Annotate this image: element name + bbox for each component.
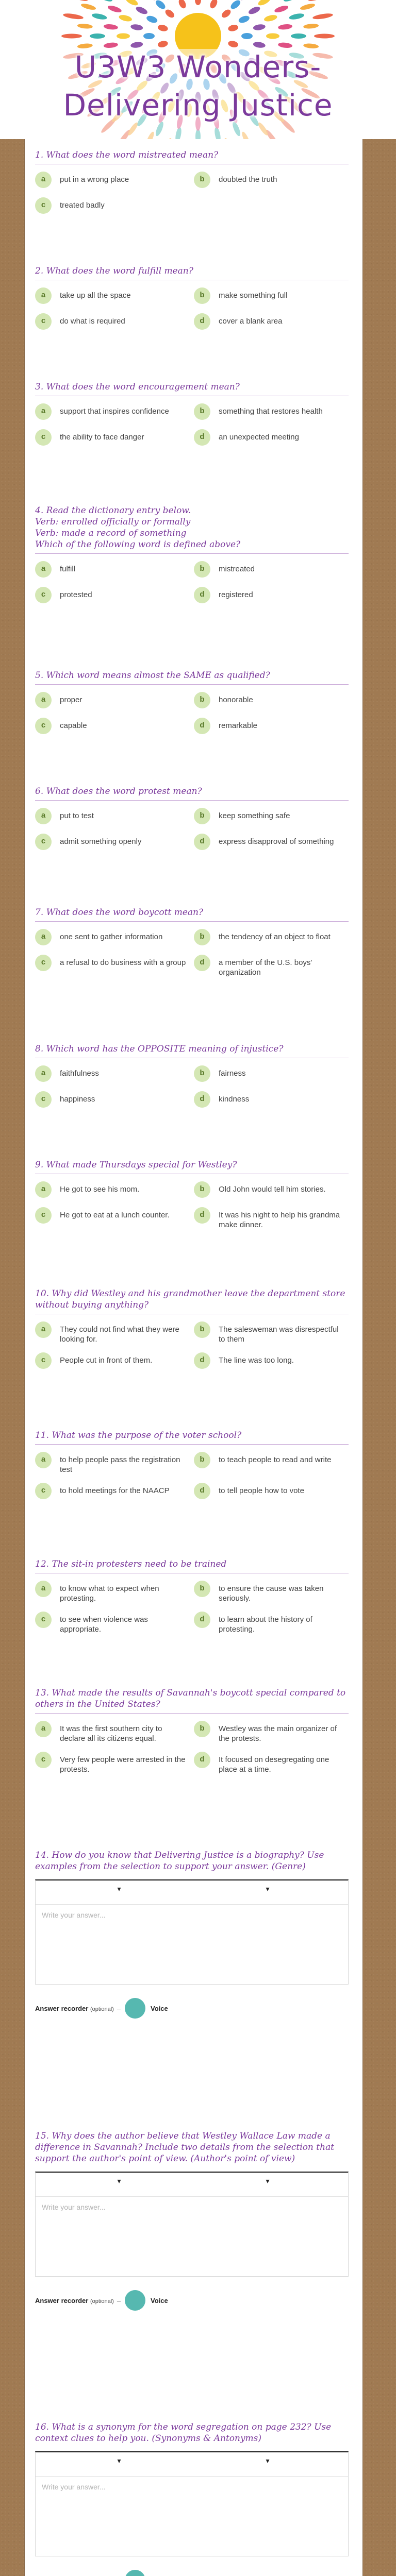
mandala-petal [90, 33, 105, 39]
header-banner [0, 0, 396, 139]
question-2 [35, 265, 349, 331]
option-letter: b [194, 929, 210, 945]
option-text: He got to eat at a lunch counter. [60, 1211, 170, 1219]
option-text: The line was too long. [219, 1356, 294, 1365]
option-text: doubted the truth [219, 175, 277, 184]
mandala-petal [257, 0, 271, 7]
option-letter: b [194, 808, 210, 824]
editor-toolbar [36, 2452, 348, 2477]
mandala-petal [314, 34, 335, 39]
mandala-petal [61, 34, 82, 39]
question-text: 14. How do you know that Delivering Justice is a biography? Use examples from the selection to support your answer. (Genre) [35, 1850, 324, 1872]
option-letter: c [35, 1612, 52, 1628]
option-letter: a [35, 1452, 52, 1468]
option-b[interactable] [194, 403, 349, 421]
question-9 [35, 1159, 349, 1230]
option-a[interactable] [35, 808, 194, 825]
option-b[interactable] [194, 692, 349, 709]
mandala-petal [229, 0, 242, 11]
option-a[interactable] [35, 172, 194, 189]
answer-recorder [35, 2570, 349, 2576]
answer-input[interactable] [36, 1905, 348, 1984]
option-d[interactable] [194, 1207, 349, 1230]
option-letter: d [194, 1352, 210, 1369]
editor-toolbar [36, 2173, 348, 2197]
option-text: to know what to expect when protesting. [60, 1584, 159, 1603]
mandala-petal [164, 8, 176, 19]
option-text: a member of the U.S. boys' organization [219, 958, 312, 977]
option-text: They could not find what they were looking for. [60, 1325, 179, 1344]
option-letter: a [35, 1721, 52, 1737]
option-letter: d [194, 1483, 210, 1499]
option-letter: c [35, 587, 52, 603]
option-letter: a [35, 403, 52, 420]
option-a[interactable] [35, 692, 194, 709]
option-letter: a [35, 929, 52, 945]
option-text: take up all the space [60, 291, 131, 300]
mandala-petal [157, 40, 169, 48]
question-text: 6. What does the word protest mean? [35, 786, 202, 796]
option-b[interactable] [194, 808, 349, 825]
option-text: something that restores health [219, 407, 323, 416]
option-text: the tendency of an object to float [219, 933, 331, 941]
option-c[interactable] [35, 1207, 194, 1230]
mandala-petal [97, 0, 113, 3]
question-11 [35, 1430, 349, 1500]
option-a[interactable] [35, 561, 194, 579]
format-dropdown-icon[interactable]: ▾ [117, 2456, 121, 2465]
option-d[interactable] [194, 429, 349, 447]
option-letter: c [35, 429, 52, 446]
mandala-petal [227, 24, 239, 32]
mandala-petal [177, 0, 187, 10]
option-text: registered [219, 590, 253, 599]
option-c[interactable] [35, 313, 194, 331]
answer-placeholder: Write your answer... [42, 2483, 106, 2491]
option-text: treated badly [60, 201, 105, 210]
answer-input[interactable] [36, 2197, 348, 2276]
question-text: 7. What does the word boycott mean? [35, 907, 204, 918]
option-letter: b [194, 287, 210, 304]
recorder-optional-text: (optional) [90, 2298, 114, 2304]
mandala-petal [241, 33, 253, 39]
question-8 [35, 1043, 349, 1109]
option-b[interactable] [194, 561, 349, 579]
mandala-petal [154, 0, 167, 11]
option-a[interactable] [35, 1181, 194, 1199]
mandala-petal [278, 24, 293, 30]
option-text: the ability to face danger [60, 433, 144, 442]
recorder-separator: – [117, 2004, 121, 2012]
divider [35, 800, 349, 801]
insert-dropdown-icon[interactable]: ▾ [266, 1885, 270, 1893]
mandala-petal [274, 4, 289, 13]
mandala-petal [220, 8, 232, 19]
answer-recorder [35, 1998, 349, 2019]
option-a[interactable] [35, 1452, 194, 1475]
mandala-petal [130, 41, 143, 48]
question-16 [35, 2421, 349, 2576]
option-text: capable [60, 721, 87, 730]
option-letter: b [194, 1181, 210, 1198]
mandala-petal [195, 0, 201, 5]
mandala-petal [283, 0, 299, 3]
option-letter: c [35, 1207, 52, 1224]
option-c[interactable] [35, 1352, 194, 1370]
mandala-petal [143, 33, 155, 39]
option-text: It was his night to help his grandma make dinner. [219, 1211, 340, 1229]
answer-recorder [35, 2290, 349, 2311]
option-c[interactable] [35, 718, 194, 735]
mandala-petal [130, 24, 143, 31]
question-12 [35, 1558, 349, 1634]
option-b[interactable] [194, 1321, 349, 1344]
mandala-petal [278, 42, 293, 48]
option-letter: a [35, 1321, 52, 1338]
option-letter: c [35, 313, 52, 330]
answer-input[interactable] [36, 2477, 348, 2556]
option-a[interactable] [35, 1581, 194, 1603]
option-letter: d [194, 955, 210, 971]
question-prompt: Which of the following word is defined above? [35, 539, 241, 550]
recorder-optional-text: (optional) [90, 2006, 114, 2012]
option-text: to ensure the cause was taken seriously. [219, 1584, 324, 1603]
option-letter: c [35, 1483, 52, 1499]
mandala-petal [253, 24, 266, 31]
option-b[interactable] [194, 287, 349, 305]
option-text: put to test [60, 811, 94, 820]
option-letter: d [194, 429, 210, 446]
option-letter: c [35, 1352, 52, 1369]
insert-dropdown-icon[interactable]: ▾ [266, 2177, 270, 2185]
option-text: put in a wrong place [60, 175, 129, 184]
divider [35, 1444, 349, 1445]
option-letter: a [35, 561, 52, 578]
option-letter: c [35, 718, 52, 734]
option-a[interactable] [35, 287, 194, 305]
option-d[interactable] [194, 1612, 349, 1634]
option-letter: b [194, 561, 210, 578]
question-text: 2. What does the word fulfill mean? [35, 266, 193, 276]
question-4 [35, 505, 349, 604]
option-b[interactable] [194, 172, 349, 189]
mandala-petal [312, 12, 334, 20]
question-3 [35, 381, 349, 447]
option-c[interactable] [35, 955, 194, 977]
mandala-petal [263, 14, 278, 23]
option-letter: c [35, 834, 52, 850]
option-text: express disapproval of something [219, 837, 334, 846]
option-a[interactable] [35, 929, 194, 946]
mandala-petal [248, 5, 261, 15]
option-c[interactable] [35, 1483, 194, 1500]
mandala-petal [91, 12, 107, 21]
mandala-petal [118, 14, 133, 23]
insert-dropdown-icon[interactable]: ▾ [266, 2456, 270, 2465]
option-letter: a [35, 1065, 52, 1082]
option-text: Westley was the main organizer of the protests. [219, 1724, 337, 1743]
option-text: to learn about the history of protesting. [219, 1615, 312, 1634]
option-text: protested [60, 590, 92, 599]
question-1 [35, 149, 349, 215]
mandala-petal [303, 23, 319, 29]
mandala-petal [103, 42, 118, 48]
question-text: 13. What made the results of Savannah's boycott special compared to others in the United States? [35, 1688, 346, 1709]
mandala-petal [77, 43, 93, 49]
option-text: do what is required [60, 317, 125, 326]
question-text: 11. What was the purpose of the voter school? [35, 1430, 242, 1440]
option-text: fairness [219, 1069, 246, 1078]
option-letter: a [35, 287, 52, 304]
option-text: an unexpected meeting [219, 433, 299, 442]
question-text: 8. Which word has the OPPOSITE meaning of injustice? [35, 1044, 284, 1054]
option-text: remarkable [219, 721, 258, 730]
option-text: People cut in front of them. [60, 1356, 153, 1365]
option-letter: d [194, 1752, 210, 1768]
option-letter: d [194, 718, 210, 734]
recorder-label [35, 2005, 114, 2012]
option-a[interactable] [35, 1321, 194, 1344]
option-text: Very few people were arrested in the protests. [60, 1755, 186, 1774]
question-text: 5. Which word means almost the SAME as qualified? [35, 670, 270, 681]
mandala-petal [157, 24, 169, 32]
divider [35, 1713, 349, 1714]
question-15 [35, 2130, 349, 2311]
option-letter: d [194, 1207, 210, 1224]
option-c[interactable] [35, 834, 194, 851]
question-10 [35, 1288, 349, 1370]
option-text: cover a blank area [219, 317, 283, 326]
option-letter: d [194, 313, 210, 330]
option-text: mistreated [219, 565, 255, 573]
option-letter: b [194, 1452, 210, 1468]
mandala-petal [308, 0, 329, 3]
mandala-petal [135, 5, 148, 15]
mandala-petal [80, 3, 96, 11]
option-text: kindness [219, 1095, 250, 1104]
question-text: 16. What is a synonym for the word segregation on page 232? Use context clues to help you. (Synonyms & Antonyms) [35, 2422, 332, 2444]
mandala-petal [77, 23, 93, 29]
option-text: make something full [219, 291, 288, 300]
question-14 [35, 1850, 349, 2019]
question-text: 12. The sit-in protesters need to be trained [35, 1559, 227, 1569]
option-letter: d [194, 1612, 210, 1628]
mandala-petal [107, 4, 122, 13]
option-letter: c [35, 197, 52, 214]
question-6 [35, 786, 349, 851]
option-text: to see when violence was appropriate. [60, 1615, 148, 1634]
option-letter: a [35, 808, 52, 824]
question-text: 15. Why does the author believe that Westley Wallace Law made a difference in Savannah? Include two details from the selection that support the author's point of view. (Author's point of view) [35, 2131, 335, 2164]
option-letter: b [194, 1065, 210, 1082]
option-text: proper [60, 696, 82, 704]
option-text: The salesweman was disrespectful to them [219, 1325, 339, 1344]
option-letter: b [194, 403, 210, 420]
voice-label: Voice [151, 2004, 168, 2012]
voice-label: Voice [151, 2296, 168, 2304]
question-text: 9. What made Thursdays special for Westley? [35, 1160, 237, 1170]
question-text: 1. What does the word mistreated mean? [35, 150, 219, 160]
mandala-petal [209, 0, 219, 10]
option-text: Old John would tell him stories. [219, 1185, 326, 1194]
question-13 [35, 1687, 349, 1774]
option-a[interactable] [35, 1721, 194, 1743]
answer-placeholder: Write your answer... [42, 2203, 106, 2211]
mandala-petal [266, 33, 279, 39]
divider [35, 684, 349, 685]
mandala-petal [289, 12, 305, 21]
option-letter: a [35, 1181, 52, 1198]
mandala-petal [68, 0, 89, 3]
option-text: to teach people to read and write [219, 1455, 332, 1464]
answer-editor [35, 1879, 349, 1985]
option-c[interactable] [35, 429, 194, 447]
option-text: to tell people how to vote [219, 1486, 304, 1495]
divider [35, 553, 349, 554]
option-letter: d [194, 587, 210, 603]
option-letter: b [194, 1321, 210, 1338]
option-letter: b [194, 1721, 210, 1737]
option-text: faithfulness [60, 1069, 99, 1078]
option-text: keep something safe [219, 811, 290, 820]
option-text: to help people pass the registration test [60, 1455, 180, 1474]
option-b[interactable] [194, 1452, 349, 1475]
question-text: 4. Read the dictionary entry below. [35, 505, 191, 516]
option-letter: c [35, 1091, 52, 1108]
option-letter: a [35, 1581, 52, 1597]
option-b[interactable] [194, 929, 349, 946]
question-text: 10. Why did Westley and his grandmother leave the department store without buying anything? [35, 1289, 345, 1310]
option-d[interactable] [194, 1091, 349, 1109]
mandala-petal [238, 14, 251, 24]
option-c[interactable] [35, 197, 194, 215]
option-letter: d [194, 1091, 210, 1108]
option-text: to hold meetings for the NAACP [60, 1486, 170, 1495]
voice-record-button[interactable] [125, 1998, 145, 2019]
editor-toolbar [36, 1880, 348, 1905]
option-letter: d [194, 834, 210, 850]
option-c[interactable] [35, 1752, 194, 1774]
option-text: happiness [60, 1095, 95, 1104]
option-letter: a [35, 172, 52, 188]
option-text: It was the first southern city to declare all its citizens equal. [60, 1724, 162, 1743]
mandala-petal [291, 33, 306, 39]
mandala-petal [300, 3, 316, 11]
question-5 [35, 670, 349, 735]
option-text: support that inspires confidence [60, 407, 169, 416]
option-d[interactable] [194, 587, 349, 604]
mandala-petal [103, 24, 118, 30]
option-text: It focused on desegregating one place at a time. [219, 1755, 329, 1774]
option-b[interactable] [194, 1065, 349, 1083]
option-letter: a [35, 692, 52, 708]
option-letter: b [194, 172, 210, 188]
option-c[interactable] [35, 587, 194, 604]
recorder-separator: – [117, 2296, 121, 2304]
page-title-line-1: U3W3 Wonders- [74, 49, 322, 84]
option-a[interactable] [35, 1065, 194, 1083]
mandala-petal [303, 43, 319, 49]
option-d[interactable] [194, 718, 349, 735]
option-c[interactable] [35, 1612, 194, 1634]
dictionary-entry-2: Verb: made a record of something [35, 528, 187, 538]
divider [35, 921, 349, 922]
recorder-label-text: Answer recorder [35, 2004, 89, 2012]
option-d[interactable] [194, 1483, 349, 1500]
mandala-petal [253, 41, 266, 48]
answer-placeholder: Write your answer... [42, 1911, 106, 1919]
option-text: He got to see his mom. [60, 1185, 140, 1194]
mandala-petal [227, 40, 239, 48]
option-d[interactable] [194, 834, 349, 851]
recorder-label [35, 2297, 114, 2304]
question-7 [35, 907, 349, 977]
mandala-petal [125, 0, 139, 7]
worksheet [24, 139, 363, 2576]
option-a[interactable] [35, 403, 194, 421]
format-dropdown-icon[interactable]: ▾ [117, 2177, 121, 2185]
option-b[interactable] [194, 1181, 349, 1199]
option-text: honorable [219, 696, 253, 704]
option-letter: c [35, 1752, 52, 1768]
option-letter: c [35, 955, 52, 971]
mandala-petal [145, 14, 158, 24]
option-text: admit something openly [60, 837, 142, 846]
option-b[interactable] [194, 1581, 349, 1603]
answer-editor [35, 2172, 349, 2277]
option-letter: b [194, 1581, 210, 1597]
voice-record-button[interactable] [125, 2290, 145, 2311]
option-b[interactable] [194, 1721, 349, 1743]
dictionary-entry-1: Verb: enrolled officially or formally [35, 517, 191, 527]
answer-editor [35, 2451, 349, 2556]
option-d[interactable] [194, 1752, 349, 1774]
option-text: one sent to gather information [60, 933, 163, 941]
option-d[interactable] [194, 1352, 349, 1370]
option-text: fulfill [60, 565, 76, 573]
format-dropdown-icon[interactable]: ▾ [117, 1885, 121, 1893]
mandala-petal [117, 33, 130, 39]
mandala-petal [63, 12, 84, 20]
recorder-label-text: Answer recorder [35, 2296, 89, 2304]
voice-record-button[interactable] [125, 2570, 145, 2576]
option-letter: b [194, 692, 210, 708]
page-title-line-2: Delivering Justice [63, 88, 333, 123]
question-text: 3. What does the word encouragement mean? [35, 382, 240, 392]
option-c[interactable] [35, 1091, 194, 1109]
option-d[interactable] [194, 955, 349, 977]
option-text: a refusal to do business with a group [60, 958, 186, 967]
option-d[interactable] [194, 313, 349, 331]
